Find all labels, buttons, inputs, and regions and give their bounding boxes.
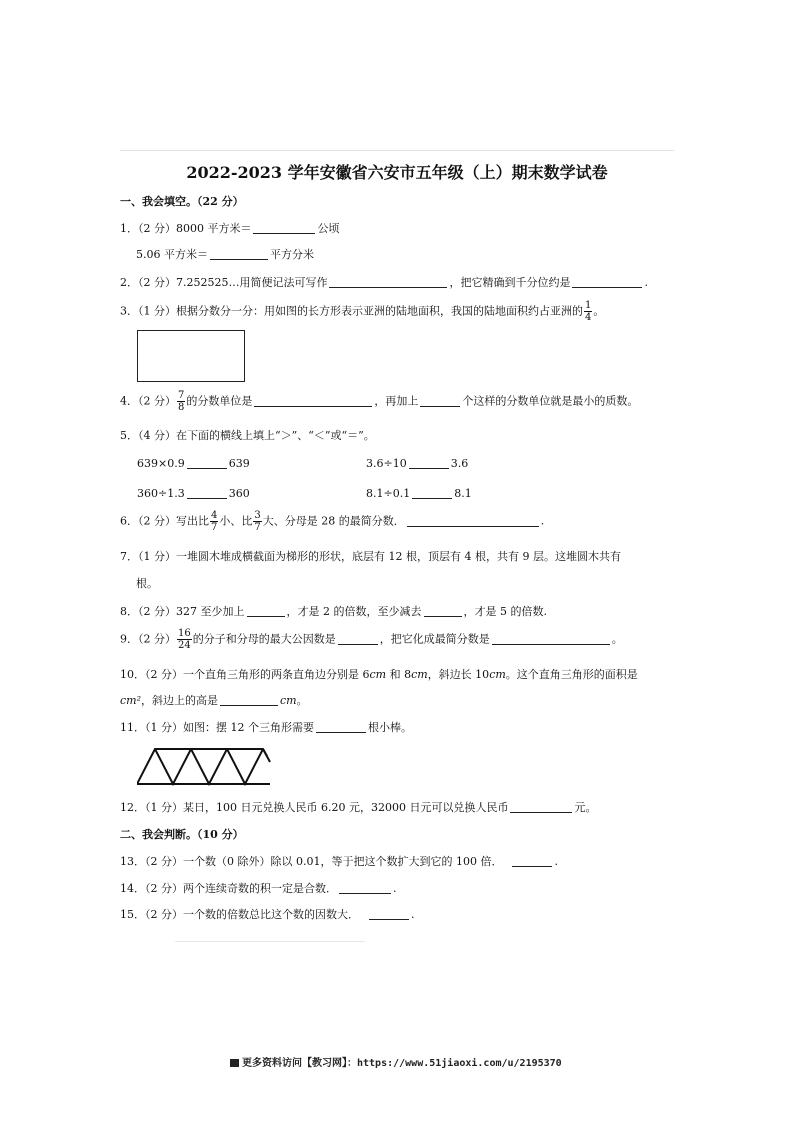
q6-post-text: 大、分母是 28 的最简分数．	[262, 514, 405, 528]
answer-blank[interactable]	[187, 456, 227, 469]
answer-blank[interactable]	[253, 221, 315, 234]
answer-blank[interactable]	[339, 881, 391, 894]
footer-link[interactable]	[230, 1054, 562, 1069]
answer-blank[interactable]	[338, 632, 378, 645]
q5-a-right: 639	[228, 457, 250, 470]
q9-text: 9．（2 分）	[120, 632, 176, 646]
question-4	[120, 390, 638, 413]
question-6	[120, 510, 544, 533]
q2-text: 2．（2 分）7.252525…用简便记法可写作	[120, 276, 328, 289]
q6-end: .	[540, 514, 545, 528]
answer-blank[interactable]	[420, 394, 460, 407]
q8-end-text: ，才是 5 的倍数.	[463, 605, 547, 618]
answer-blank[interactable]	[187, 486, 227, 499]
top-rule	[120, 150, 674, 151]
q5-item-d	[366, 486, 472, 500]
q15-text: 15．（2 分）一个数的倍数总比这个数的因数大．	[120, 908, 359, 921]
fraction-one-quarter: $\frac{1}{4}$	[585, 300, 592, 323]
q5-item-b	[366, 456, 468, 470]
question-2	[120, 274, 648, 290]
q10-text-c: ，斜边长 10	[427, 668, 490, 681]
q14-end: .	[393, 882, 397, 895]
q9-end: 。	[611, 632, 623, 646]
q5-c-left: 360÷1.3	[137, 487, 185, 500]
question-7-line2: 根。	[136, 577, 158, 590]
question-5: 5．（4 分）在下面的横线上填上“＞”、“＜”或“＝”。	[120, 429, 375, 442]
answer-blank[interactable]	[424, 604, 462, 617]
question-9	[120, 628, 623, 651]
answer-blank[interactable]	[512, 854, 552, 867]
q10-end: 。	[296, 694, 308, 707]
q6-text: 6．（2 分）写出比	[120, 514, 209, 528]
unit-cm: cm	[280, 694, 297, 707]
q9-mid2-text: ，把它化成最简分数是	[379, 632, 490, 646]
q4-mid2-text: ，再加上	[374, 394, 419, 408]
answer-blank[interactable]	[220, 693, 278, 706]
q5-b-left: 3.6÷10	[366, 457, 407, 470]
section-heading-judge: 二、我会判断。（10 分）	[120, 828, 244, 841]
q3-text: 3．（1 分）根据分数分一分：用如图的长方形表示亚洲的陆地面积，我国的陆地面积约占亚洲的	[120, 304, 583, 318]
fraction-sixteen-twentyfourths: $\frac{16}{24}$	[178, 628, 191, 651]
q10-text-b: 和 8	[386, 668, 412, 681]
q10-text-d: 。这个直角三角形的面积是	[505, 668, 638, 681]
question-15	[120, 906, 415, 922]
bottom-rule	[175, 941, 365, 942]
answer-blank[interactable]	[510, 800, 572, 813]
answer-blank[interactable]	[254, 394, 372, 407]
asia-rectangle-figure	[137, 330, 245, 382]
answer-blank[interactable]	[369, 907, 409, 920]
q10-line2-text: ，斜边上的高是	[141, 694, 219, 707]
question-13	[120, 853, 558, 869]
question-7: 7．（1 分）一堆圆木堆成横截面为梯形的形状，底层有 12 根，顶层有 4 根，共有 9 层。这堆圆木共有	[120, 550, 621, 563]
question-12	[120, 799, 596, 815]
question-11	[120, 719, 412, 735]
answer-blank[interactable]	[407, 514, 539, 527]
q5-d-left: 8.1÷0.1	[366, 487, 411, 500]
q10-text-a: 10．（2 分）一个直角三角形的两条直角边分别是 6	[120, 668, 370, 681]
q12-post-text: 元。	[574, 801, 597, 814]
q4-end-text: 个这样的分数单位就是最小的质数。	[462, 394, 639, 408]
q1a-unit: 公顷	[317, 222, 340, 235]
answer-blank[interactable]	[329, 275, 447, 288]
unit-cm-squared: cm²	[120, 694, 142, 707]
answer-blank[interactable]	[316, 720, 366, 733]
triangle-sticks-figure	[137, 748, 271, 786]
section-heading-fill-in: 一、我会填空。（22 分）	[120, 195, 244, 208]
q13-end: .	[554, 855, 558, 868]
question-3	[120, 300, 604, 323]
q8-text: 8．（2 分）327 至少加上	[120, 605, 245, 618]
q4-mid-text: 的分数单位是	[186, 394, 253, 408]
q13-text: 13．（2 分）一个数（0 除外）除以 0.01，等于把这个数扩大到它的 100 倍．	[120, 855, 503, 868]
unit-cm: cm	[369, 668, 387, 681]
footer-text: 更多资料访问【教习网】：https://www.51jiaoxi.com/u/2195370	[242, 1058, 562, 1069]
unit-cm: cm	[489, 668, 506, 681]
q14-text: 14．（2 分）两个连续奇数的积一定是合数．	[120, 882, 337, 895]
answer-blank[interactable]	[492, 632, 610, 645]
q5-item-a	[137, 456, 250, 470]
answer-blank[interactable]	[210, 247, 268, 260]
q1b-text: 5.06 平方米＝	[136, 248, 208, 261]
q5-item-c	[137, 486, 250, 500]
page-title: 2022-2023 学年安徽省六安市五年级（上）期末数学试卷	[186, 163, 608, 182]
flag-icon	[230, 1059, 239, 1067]
answer-blank[interactable]	[412, 486, 452, 499]
q5-a-left: 639×0.9	[137, 457, 185, 470]
q5-b-right: 3.6	[450, 457, 469, 470]
q12-text: 12．（1 分）某日，100 日元兑换人民币 6.20 元，32000 日元可以兑换人民币	[120, 801, 509, 814]
fraction-seven-eighths: $\frac{7}{8}$	[178, 390, 185, 413]
fraction-three-sevenths: $\frac{3}{7}$	[254, 510, 261, 533]
q5-d-right: 8.1	[454, 487, 472, 500]
fraction-four-sevenths: $\frac{4}{7}$	[211, 510, 218, 533]
q4-text: 4．（2 分）	[120, 394, 176, 408]
q3-end: 。	[593, 304, 605, 318]
q2-mid-text: ，把它精确到千分位约是	[449, 276, 571, 289]
q5-c-right: 360	[228, 487, 250, 500]
q11-text: 11．（1 分）如图：摆 12 个三角形需要	[120, 721, 314, 734]
q6-mid-text: 小、比	[219, 514, 253, 528]
q15-end: .	[411, 908, 415, 921]
q11-post-text: 根小棒。	[367, 721, 412, 734]
q1a-text: 1．（2 分）8000 平方米＝	[120, 222, 252, 235]
question-10	[120, 666, 638, 682]
answer-blank[interactable]	[247, 604, 285, 617]
question-8	[120, 603, 547, 619]
question-14	[120, 880, 397, 896]
question-10-line2	[120, 692, 308, 708]
answer-blank[interactable]	[572, 275, 642, 288]
q1b-unit: 平方分米	[270, 248, 314, 261]
answer-blank[interactable]	[409, 456, 449, 469]
q2-end: .	[644, 276, 648, 289]
question-1b	[136, 246, 314, 262]
q8-mid-text: ，才是 2 的倍数，至少减去	[286, 605, 422, 618]
q9-mid-text: 的分子和分母的最大公因数是	[192, 632, 336, 646]
unit-cm: cm	[411, 668, 428, 681]
question-1a	[120, 220, 339, 236]
